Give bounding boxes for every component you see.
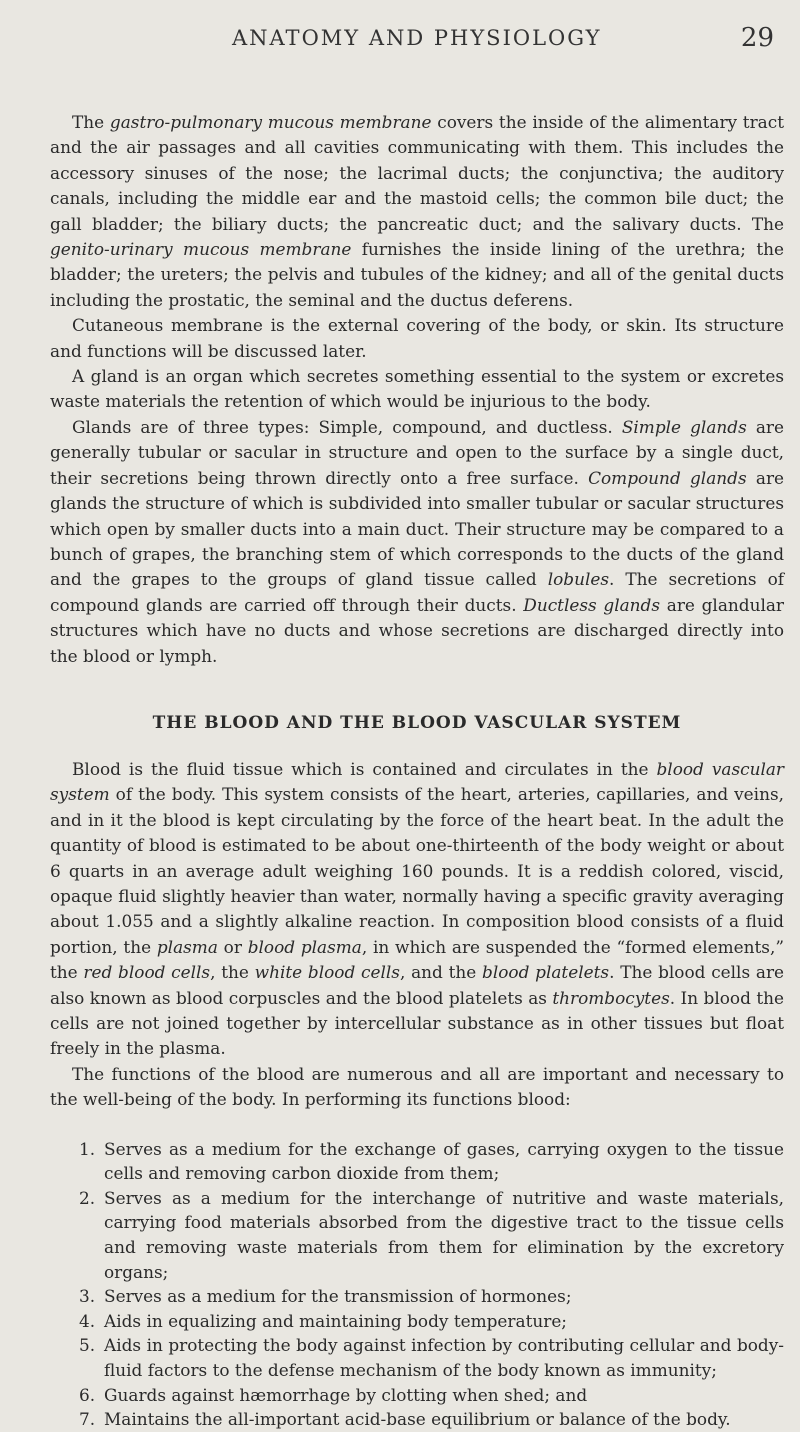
paragraph-gland-types: Glands are of three types: Simple, compound, and ductless. Simple glands are generally tubular or sacular in structure and open to the surface by a single duct, their secretions being thrown directly onto a free surface. Compound glands are glands the structure of which is subdivided into smaller tubular or sacular structures which open by smaller ducts into a main duct. Their structure may be compared to a bunch of grapes, the branching stem of which corresponds to the ducts of the gland and the grapes to the groups of gland tissue called lobules. The secretions of compound glands are carried off through their ducts. Ductless glands are glandular structures which have no ducts and whose secretions are discharged directly into the blood or lymph. bbox=[50, 416, 785, 666]
term-lobules: lobules bbox=[547, 569, 610, 590]
term-white-blood-cells: white blood cells bbox=[254, 962, 400, 983]
page-number: 29 bbox=[740, 23, 774, 53]
list-item: 7. Maintains the all-important acid-base equilibrium or balance of the body. bbox=[79, 1409, 731, 1430]
section-heading: THE BLOOD AND THE BLOOD VASCULAR SYSTEM bbox=[152, 712, 682, 733]
term-blood-plasma: blood plasma bbox=[247, 936, 362, 957]
list-item: 2. Serves as a medium for the interchange of nutritive and waste materials, carrying food materials absorbed from the digestive tract to the tissue cells and removing waste materials from them for elimination by the excretory organs; bbox=[79, 1187, 784, 1282]
paragraph-mucous-membranes: The gastro-pulmonary mucous membrane covers the inside of the alimentary tract and the air passages and all cavities communicating with them. This includes the accessory sinuses of the nose; the lacrimal ducts; the conjunctiva; the auditory canals, including the middle ear and the mastoid cells; the common bile duct; the gall bladder; the biliary ducts; the pancreatic duct; and the salivary ducts. The genito-urinary mucous membrane furnishes the inside lining of the urethra; the bladder; the ureters; the pelvis and tubules of the kidney; and all of the genital ducts including the prostatic, the seminal and the ductus deferens. bbox=[50, 112, 785, 310]
term-genito-urinary: genito-urinary mucous membrane bbox=[50, 239, 352, 260]
paragraph-gland-definition: A gland is an organ which secretes something essential to the system or excretes waste materials the retention of which would be injurious to the body. bbox=[50, 366, 784, 412]
term-red-blood-cells: red blood cells bbox=[83, 962, 211, 983]
running-head-title: ANATOMY AND PHYSIOLOGY bbox=[232, 26, 602, 50]
list-item: 6. Guards against hæmorrhage by clotting when shed; and bbox=[79, 1384, 588, 1405]
paragraph-blood-functions: The functions of the blood are numerous and all are important and necessary to the well-being of the body. In performing its functions blood: bbox=[50, 1063, 784, 1110]
term-blood-vascular-system: blood vascular system bbox=[50, 758, 784, 805]
term-blood-platelets: blood platelets bbox=[482, 962, 610, 983]
list-item: 1. Serves as a medium for the exchange of gases, carrying oxygen to the tissue cells and removing carbon dioxide from them; bbox=[79, 1138, 784, 1184]
term-thrombocytes: thrombocytes bbox=[552, 987, 670, 1008]
paragraph-cutaneous: Cutaneous membrane is the external covering of the body, or skin. Its structure and functions will be discussed later. bbox=[50, 315, 784, 361]
running-head bbox=[232, 23, 784, 53]
functions-list bbox=[50, 1137, 784, 1432]
term-simple-glands: Simple glands bbox=[621, 416, 747, 437]
list-item: 4. Aids in equalizing and maintaining body temperature; bbox=[79, 1310, 567, 1331]
term-ductless-glands: Ductless glands bbox=[523, 594, 661, 615]
list-item: 3. Serves as a medium for the transmission of hormones; bbox=[79, 1286, 572, 1307]
term-compound-glands: Compound glands bbox=[588, 467, 747, 488]
list-item: 5. Aids in protecting the body against infection by contributing cellular and body-fluid factors to the defense mechanism of the body known as immunity; bbox=[79, 1335, 784, 1380]
paragraph-blood: Blood is the fluid tissue which is contained and circulates in the blood vascular system of the body. This system consists of the heart, arteries, capillaries, and veins, and in it the blood is kept circulating by the force of the heart beat. In the adult the quantity of blood is estimated to be about one-thirteenth of the body weight or about 6 quarts in an average adult weighing 160 pounds. It is a reddish colored, viscid, opaque fluid slightly heavier than water, normally having a specific gravity averaging about 1.055 and a slightly alkaline reaction. In composition blood consists of a fluid portion, the plasma or blood plasma, in which are suspended the “formed elements,” the red blood cells, the white blood cells, and the blood platelets. The blood cells are also known as blood corpuscles and the blood platelets as thrombocytes. In blood the cells are not joined together by intercellular substance as in other tissues but float freely in the plasma. bbox=[50, 758, 785, 1059]
page-body bbox=[50, 110, 784, 1432]
term-plasma: plasma bbox=[156, 936, 218, 957]
term-gastro-pulmonary: gastro-pulmonary mucous membrane bbox=[109, 112, 432, 132]
